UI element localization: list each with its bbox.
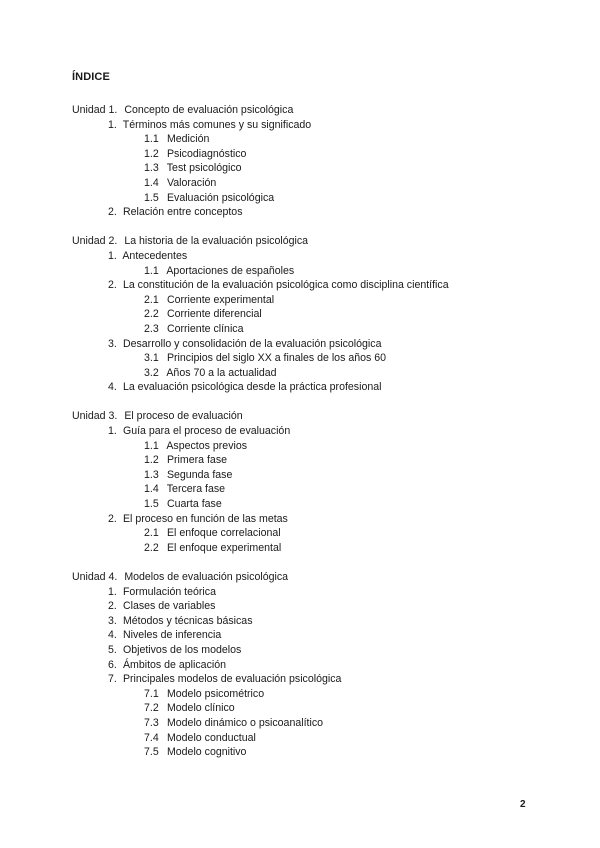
toc-item (72, 205, 542, 220)
entry-title: Modelo dinámico o psicoanalítico (166, 716, 324, 729)
entry-number: Unidad 4. (72, 571, 118, 583)
entry-number: 1.1 (144, 133, 159, 146)
unit-heading (72, 570, 542, 585)
entry-title: Segunda fase (166, 468, 233, 481)
entry-title: Desarrollo y consolidación de la evaluación psicológica (122, 337, 382, 350)
entry-title: Cuarta fase (166, 498, 222, 511)
toc-subitem (72, 322, 542, 337)
entry-number: 1.4 (144, 483, 159, 496)
entry-title: Antecedentes (122, 249, 188, 262)
entry-number: 7.2 (144, 702, 159, 715)
entry-number: 1.3 (144, 162, 159, 175)
unit-heading (72, 103, 542, 118)
toc-item (72, 278, 542, 293)
toc-subitem (72, 687, 542, 702)
entry-number: 2. (108, 206, 117, 219)
toc-subitem (72, 176, 542, 191)
entry-title: Términos más comunes y su significado (122, 118, 312, 131)
toc-subitem (72, 439, 542, 454)
toc-item (72, 118, 542, 133)
entry-number: 2. (108, 600, 117, 613)
entry-number: 7.5 (144, 746, 159, 759)
entry-title: Principales modelos de evaluación psicológica (122, 673, 342, 686)
toc-subitem (72, 293, 542, 308)
entry-number: 1.4 (144, 176, 159, 189)
entry-title: Modelo clínico (166, 702, 235, 715)
entry-number: 3.2 (144, 366, 159, 379)
unit-section (72, 234, 542, 395)
entry-number: 2.1 (144, 527, 159, 540)
entry-title: El enfoque correlacional (166, 527, 281, 540)
toc-subitem (72, 307, 542, 322)
toc-subitem (72, 468, 542, 483)
entry-number: 1.1 (144, 264, 159, 277)
unit-heading (72, 409, 542, 424)
entry-number: 2.2 (144, 541, 159, 554)
entry-number: 1. (108, 249, 117, 262)
entry-number: 2.2 (144, 308, 159, 321)
unit-section (72, 103, 542, 220)
entry-number: 1.2 (144, 454, 159, 467)
entry-title: El proceso de evaluación (124, 410, 243, 423)
entry-number: 1.5 (144, 498, 159, 511)
entry-number: 1.2 (144, 147, 159, 160)
entry-title: Evaluación psicológica (166, 191, 275, 204)
entry-title: Modelo psicométrico (166, 687, 265, 700)
toc-subitem (72, 453, 542, 468)
toc-subitem (72, 526, 542, 541)
toc-subitem (72, 745, 542, 760)
toc-item (72, 614, 542, 629)
entry-number: 2.1 (144, 293, 159, 306)
entry-number: 7.4 (144, 731, 159, 744)
entry-number: 2. (108, 512, 117, 525)
entry-title: Psicodiagnóstico (166, 147, 247, 160)
entry-title: Test psicológico (166, 162, 242, 175)
toc-item (72, 628, 542, 643)
entry-title: Modelo cognitivo (166, 746, 247, 759)
index-heading: ÍNDICE (72, 71, 110, 83)
entry-title: Niveles de inferencia (122, 629, 222, 642)
entry-number: 3.1 (144, 352, 159, 365)
toc-subitem (72, 351, 542, 366)
entry-number: 5. (108, 643, 117, 656)
entry-title: Tercera fase (166, 483, 226, 496)
toc-item (72, 643, 542, 658)
toc-item (72, 380, 542, 395)
toc-subitem (72, 366, 542, 381)
toc-subitem (72, 497, 542, 512)
entry-title: Corriente experimental (166, 293, 275, 306)
entry-number: Unidad 3. (72, 410, 118, 423)
entry-title: Medición (166, 133, 210, 146)
entry-title: Guía para el proceso de evaluación (122, 425, 291, 438)
toc-item (72, 424, 542, 439)
toc-item (72, 672, 542, 687)
entry-number: 2. (108, 279, 117, 292)
toc-item (72, 585, 542, 600)
page-number: 2 (520, 799, 526, 810)
toc-subitem (72, 161, 542, 176)
entry-number: 1.3 (144, 468, 159, 481)
entry-title: Clases de variables (122, 600, 216, 613)
entry-title: Objetivos de los modelos (122, 643, 242, 656)
entry-number: 7.3 (144, 716, 159, 729)
toc-subitem (72, 132, 542, 147)
entry-number: 6. (108, 658, 117, 671)
entry-number: 4. (108, 629, 117, 642)
entry-number: 7. (108, 673, 117, 686)
entry-number: 1. (108, 425, 117, 438)
entry-title: Aspectos previos (166, 439, 248, 452)
toc-item (72, 512, 542, 527)
entry-title: Formulación teórica (122, 585, 216, 598)
entry-number: 3. (108, 337, 117, 350)
table-of-contents (72, 103, 542, 774)
entry-title: Principios del siglo XX a finales de los años 60 (166, 352, 387, 365)
entry-title: Valoración (166, 176, 217, 189)
entry-number: 1.1 (144, 439, 159, 452)
entry-title: Ámbitos de aplicación (122, 658, 227, 671)
entry-title: Métodos y técnicas básicas (122, 614, 253, 627)
entry-title: Concepto de evaluación psicológica (124, 104, 294, 116)
toc-subitem (72, 731, 542, 746)
toc-item (72, 599, 542, 614)
toc-subitem (72, 191, 542, 206)
entry-number: 1. (108, 585, 117, 598)
entry-number: 2.3 (144, 322, 159, 335)
entry-title: La evaluación psicológica desde la práctica profesional (122, 381, 382, 394)
toc-subitem (72, 541, 542, 556)
toc-item (72, 658, 542, 673)
entry-number: Unidad 1. (72, 104, 118, 116)
entry-title: Relación entre conceptos (122, 206, 243, 219)
entry-title: La historia de la evaluación psicológica (124, 235, 309, 248)
toc-item (72, 337, 542, 352)
entry-number: 4. (108, 381, 117, 394)
entry-title: Aportaciones de españoles (166, 264, 295, 277)
toc-subitem (72, 264, 542, 279)
toc-subitem (72, 147, 542, 162)
toc-subitem (72, 716, 542, 731)
entry-number: 1.5 (144, 191, 159, 204)
entry-title: La constitución de la evaluación psicológica como disciplina científica (122, 279, 449, 292)
unit-heading (72, 234, 542, 249)
entry-title: Modelos de evaluación psicológica (124, 571, 289, 583)
toc-subitem (72, 482, 542, 497)
entry-number: Unidad 2. (72, 235, 118, 248)
entry-number: 3. (108, 614, 117, 627)
unit-section (72, 570, 542, 760)
entry-title: Corriente diferencial (166, 308, 262, 321)
entry-title: Modelo conductual (166, 731, 256, 744)
unit-section (72, 409, 542, 555)
entry-title: El enfoque experimental (166, 541, 282, 554)
entry-title: El proceso en función de las metas (122, 512, 288, 525)
entry-title: Primera fase (166, 454, 228, 467)
entry-number: 1. (108, 118, 117, 131)
entry-title: Corriente clínica (166, 322, 244, 335)
entry-number: 7.1 (144, 687, 159, 700)
toc-item (72, 249, 542, 264)
toc-subitem (72, 701, 542, 716)
entry-title: Años 70 a la actualidad (166, 366, 277, 379)
